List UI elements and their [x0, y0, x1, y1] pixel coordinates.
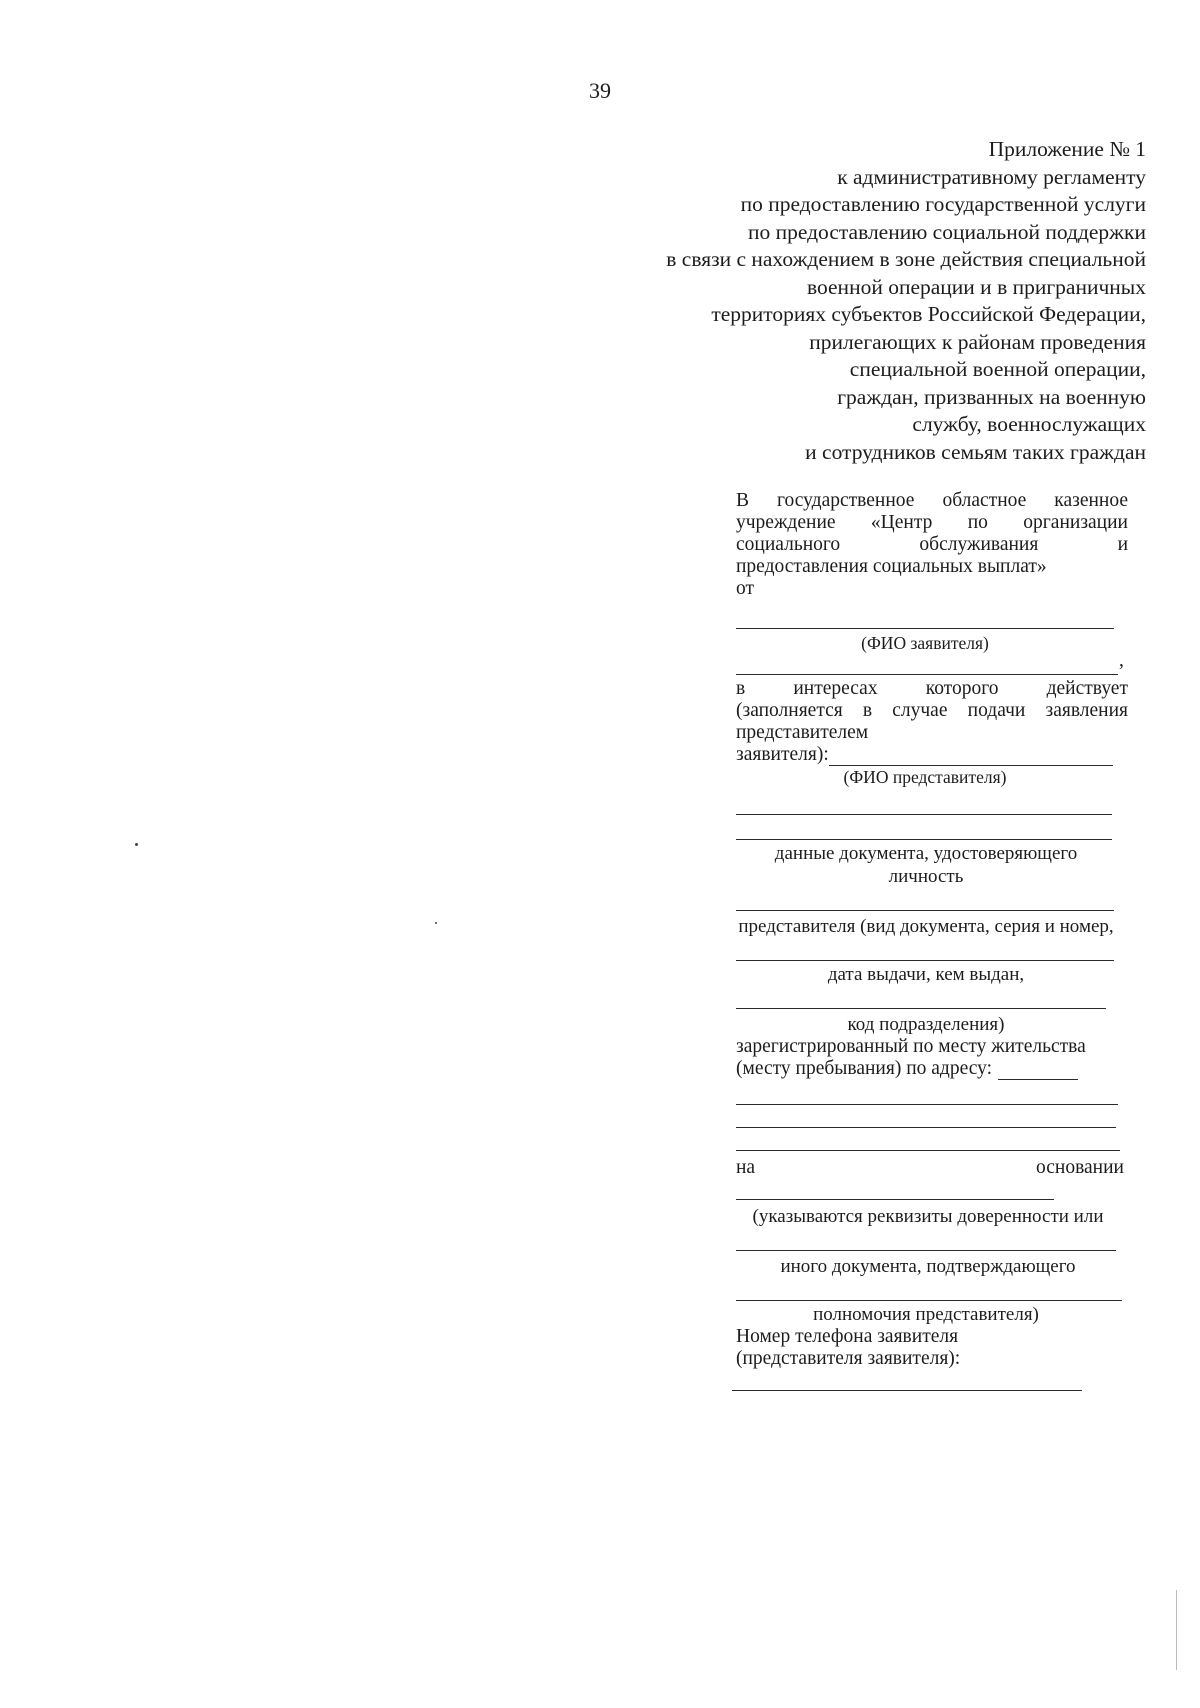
phone-blank[interactable] — [732, 1370, 1082, 1391]
identity-document-blank[interactable] — [736, 986, 1106, 1009]
representative-block — [736, 678, 1128, 788]
address-blank[interactable] — [998, 1061, 1078, 1080]
basis-row — [736, 1157, 1124, 1179]
basis-blank[interactable] — [736, 1179, 1054, 1200]
address-prefix: (месту пребывания) по адресу: — [736, 1058, 993, 1079]
phone-block — [736, 1326, 1128, 1370]
representative-prefix: заявителя): — [736, 744, 829, 765]
appendix-title: Приложение № 1 — [988, 137, 1146, 161]
appendix-line: военной операции и в приграничных — [807, 274, 1146, 299]
applicant-extra-row — [736, 650, 1128, 676]
basis-caption: полномочия представителя) — [813, 1304, 1039, 1325]
applicant-name-blank[interactable] — [736, 600, 1114, 629]
appendix-line: и сотрудников семьям таких граждан — [805, 439, 1146, 464]
representative-line: (заполняется в случае подачи заявления — [736, 700, 1128, 721]
address-blank[interactable] — [736, 1105, 1116, 1128]
address-blank[interactable] — [736, 1128, 1120, 1151]
basis-caption: (указываются реквизиты доверенности или — [752, 1206, 1104, 1227]
identity-document-blank[interactable] — [736, 815, 1112, 840]
applicant-extra-blank[interactable] — [736, 654, 1118, 675]
address-row — [736, 1058, 1128, 1080]
representative-name-blank[interactable] — [829, 747, 1113, 766]
address-blank[interactable] — [736, 1080, 1118, 1105]
representative-line: в интересах которого действует — [736, 678, 1128, 699]
basis-caption: иного документа, подтверждающего — [780, 1256, 1076, 1277]
addressee-line: социального обслуживания и — [736, 534, 1128, 555]
scan-speck — [135, 843, 138, 846]
appendix-line: службу, военнослужащих — [912, 412, 1146, 436]
identity-document-caption: данные документа, удостоверяющего личность — [774, 843, 1078, 887]
identity-document-caption: представителя (вид документа, серия и номер, — [738, 916, 1114, 937]
appendix-line: в связи с нахождением в зоне действия специальной — [666, 247, 1146, 271]
appendix-line: прилегающих к районам проведения — [809, 329, 1146, 354]
appendix-line: граждан, призванных на военную — [837, 384, 1146, 409]
addressee-line: учреждение «Центр по организации — [736, 512, 1128, 533]
representative-name-caption: (ФИО представителя) — [843, 767, 1007, 787]
basis-word-basis: основании — [1036, 1157, 1124, 1178]
appendix-line: по предоставлению государственной услуги — [740, 192, 1146, 216]
identity-document-caption: дата выдачи, кем выдан, — [827, 964, 1025, 985]
identity-document-blank[interactable] — [736, 888, 1114, 911]
identity-document-blank[interactable] — [736, 938, 1114, 961]
addressee-line: предоставления социальных выплат» — [736, 556, 1047, 577]
addressee-line: В государственное областное казенное — [736, 490, 1128, 511]
basis-blank[interactable] — [736, 1278, 1122, 1301]
appendix-line: территориях субъектов Российской Федерации, — [711, 302, 1146, 326]
address-line: зарегистрированный по месту жительства — [736, 1036, 1086, 1057]
appendix-line: к административному регламенту — [837, 164, 1146, 189]
page-number: 39 — [589, 78, 611, 103]
appendix-header — [506, 136, 1146, 466]
applicant-name-caption: (ФИО заявителя) — [861, 633, 989, 653]
appendix-line: по предоставлению социальной поддержки — [747, 219, 1146, 244]
scan-speck — [435, 922, 437, 924]
scan-edge-mark — [1176, 1590, 1177, 1670]
representative-line: представителем — [736, 722, 869, 743]
identity-document-blank[interactable] — [736, 788, 1112, 815]
basis-word-on: на — [736, 1157, 756, 1178]
phone-label: (представителя заявителя): — [736, 1348, 961, 1369]
appendix-line: специальной военной операции, — [849, 357, 1146, 381]
representative-name-row — [736, 744, 1128, 766]
identity-document-caption: код подразделения) — [847, 1014, 1005, 1035]
basis-blank[interactable] — [736, 1228, 1116, 1251]
application-form-header — [736, 490, 1128, 1391]
from-label: от — [736, 578, 755, 599]
comma-mark: , — [1119, 650, 1124, 671]
phone-label: Номер телефона заявителя — [736, 1326, 959, 1347]
addressee-block — [736, 490, 1128, 600]
